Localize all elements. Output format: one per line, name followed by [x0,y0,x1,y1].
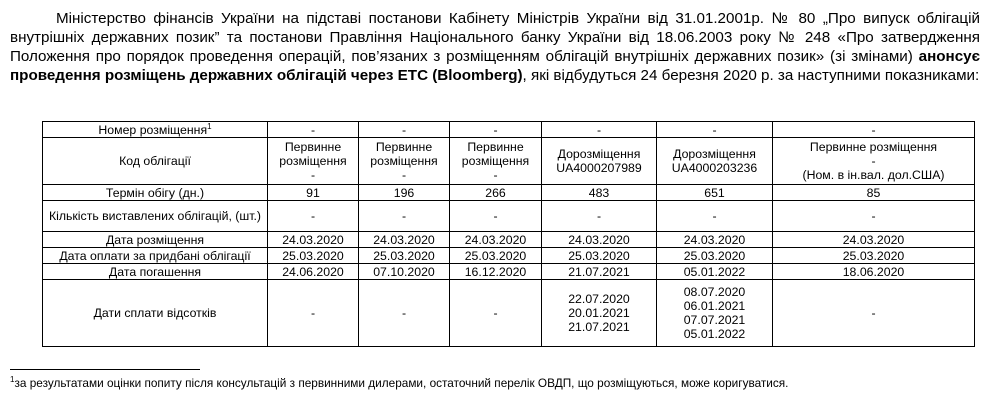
bond-placement-table [42,121,975,347]
cell-number: - [450,122,542,138]
cell-coupon-dates: - [773,280,975,347]
cell-placement-date: 24.03.2020 [657,232,773,248]
row-placement-number [43,122,975,138]
cell-bond-code: Дорозміщення UA4000207989 [542,138,657,185]
cell-coupon-dates: - [450,280,542,347]
cell-maturity-date: 21.07.2021 [542,264,657,280]
row-term [43,185,975,201]
cell-bond-code: Дорозміщення UA4000203236 [657,138,773,185]
footnote-divider [10,369,200,370]
cell-placement-date: 24.03.2020 [450,232,542,248]
cell-coupon-dates: - [268,280,359,347]
cell-maturity-date: 18.06.2020 [773,264,975,280]
cell-number: - [268,122,359,138]
cell-quantity: - [450,201,542,232]
cell-payment-date: 25.03.2020 [773,248,975,264]
row-payment-date [43,248,975,264]
intro-text-part1: Міністерство фінансів України на підставі постанови Кабінету Міністрів України від 31.01.2001р. № 80 „Про випуск облігацій внутрішніх державних позик” та постанови Правління Національного банку України від 18.06.2003 року № 248 «Про затвердження Положення про порядок проведення операцій, пов’язаних з розміщенням облігацій внутрішніх державних позик» (зі змінами) [10,10,980,65]
cell-term: 85 [773,185,975,201]
cell-payment-date: 25.03.2020 [450,248,542,264]
cell-term: 196 [359,185,450,201]
cell-placement-date: 24.03.2020 [268,232,359,248]
cell-payment-date: 25.03.2020 [359,248,450,264]
cell-number: - [773,122,975,138]
cell-maturity-date: 05.01.2022 [657,264,773,280]
intro-text-bold: анонсує проведення розміщень державних облігацій через ЕТС (Bloomberg) [10,48,980,84]
row-quantity [43,201,975,232]
label-term: Термін обігу (дн.) [43,185,268,201]
label-bond-code: Код облігації [43,138,268,185]
cell-term: 266 [450,185,542,201]
cell-maturity-date: 07.10.2020 [359,264,450,280]
cell-bond-code: Первинне розміщення - (Ном. в ін.вал. дол.США) [773,138,975,185]
cell-term: 651 [657,185,773,201]
cell-placement-date: 24.03.2020 [542,232,657,248]
label-placement-number: Номер розміщення$^1$ [43,122,268,138]
cell-coupon-dates: 08.07.2020 06.01.2021 07.07.2021 05.01.2022 [657,280,773,347]
cell-term: 91 [268,185,359,201]
cell-coupon-dates: 22.07.2020 20.01.2021 21.07.2021 [542,280,657,347]
cell-maturity-date: 16.12.2020 [450,264,542,280]
cell-bond-code: Первинне розміщення - [359,138,450,185]
row-maturity-date [43,264,975,280]
cell-payment-date: 25.03.2020 [542,248,657,264]
cell-term: 483 [542,185,657,201]
intro-text-part2: , які відбудуться 24 березня 2020 р. за наступними показниками: [522,67,980,84]
cell-bond-code: Первинне розміщення - [450,138,542,185]
label-payment-date: Дата оплати за придбані облігації [43,248,268,264]
row-placement-date [43,232,975,248]
cell-payment-date: 25.03.2020 [657,248,773,264]
cell-coupon-dates: - [359,280,450,347]
row-coupon-dates [43,280,975,347]
cell-number: - [657,122,773,138]
cell-placement-date: 24.03.2020 [359,232,450,248]
cell-payment-date: 25.03.2020 [268,248,359,264]
label-quantity: Кількість виставлених облігацій, (шт.) [43,201,268,232]
row-bond-code [43,138,975,185]
cell-quantity: - [773,201,975,232]
cell-placement-date: 24.03.2020 [773,232,975,248]
footnote-text: за результатами оцінки попиту після консультацій з первинними дилерами, остаточний перелік ОВДП, що розміщуються, може коригуватися. [14,376,789,390]
cell-quantity: - [268,201,359,232]
cell-quantity: - [359,201,450,232]
label-coupon-dates: Дати сплати відсотків [43,280,268,347]
cell-bond-code: Первинне розміщення - [268,138,359,185]
label-maturity-date: Дата погашення [43,264,268,280]
cell-quantity: - [542,201,657,232]
cell-number: - [359,122,450,138]
intro-paragraph [10,9,980,85]
footnote-marker: 1 [10,375,15,385]
footnote [10,376,788,390]
label-placement-date: Дата розміщення [43,232,268,248]
cell-number: - [542,122,657,138]
cell-maturity-date: 24.06.2020 [268,264,359,280]
cell-quantity: - [657,201,773,232]
